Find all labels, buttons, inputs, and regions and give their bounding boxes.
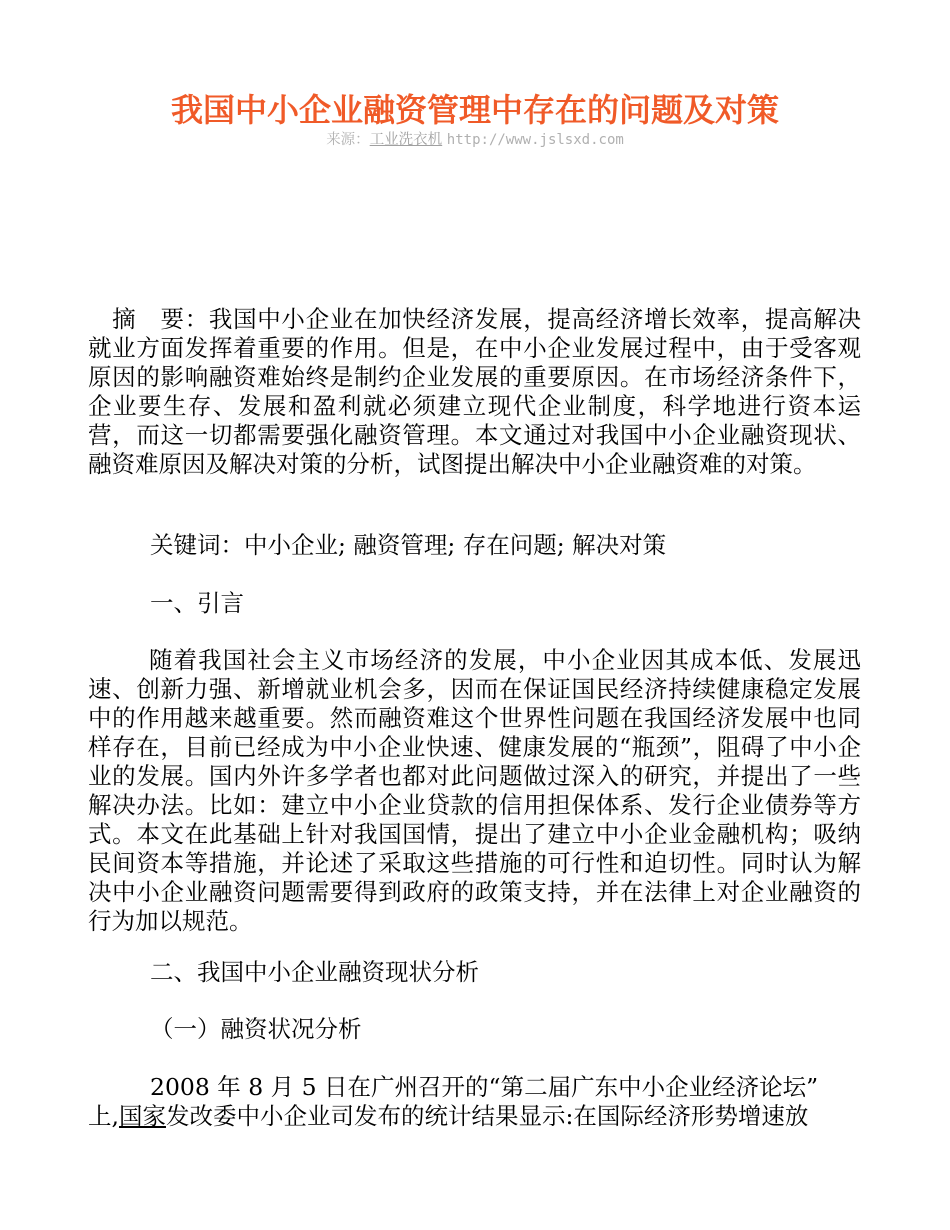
country-link[interactable]: 国家 xyxy=(118,1102,166,1130)
section-heading-status-analysis: 二、我国中小企业融资现状分析 xyxy=(150,958,479,986)
introduction-paragraph: 随着我国社会主义市场经济的发展，中小企业因其成本低、发展迅速、创新力强、新增就业机会多，因而在保证国民经济持续健康稳定发展中的作用越来越重要。然而融资难这个世界性问题在我国经济发展中也同样存在，目前已经成为中小企业快速、健康发展的“瓶颈”，阻碍了中小企业的发展。国内外许多学者也都对此问题做过深入的研究，并提出了一些解决办法。比如：建立中小企业贷款的信用担保体系、发行企业债券等方式。本文在此基础上针对我国国情，提出了建立中小企业金融机构；吸纳民间资本等措施，并论述了采取这些措施的可行性和迫切性。同时认为解决中小企业融资问题需要得到政府的政策支持，并在法律上对企业融资的行为加以规范。 xyxy=(88,646,861,935)
source-line xyxy=(0,130,950,150)
source-link[interactable]: 工业洗衣机 xyxy=(369,132,443,148)
subsection-heading-financing-status: （一）融资状况分析 xyxy=(150,1015,362,1043)
source-label: 来源： xyxy=(326,132,370,148)
paragraph-line-2 xyxy=(88,1102,861,1131)
source-url: http://www.jslsxd.com xyxy=(446,132,624,148)
line2-prefix: 上, xyxy=(88,1102,119,1130)
document-title: 我国中小企业融资管理中存在的问题及对策 xyxy=(170,91,779,129)
paragraph-line-1: 2008 年 8 月 5 日在广州召开的“第二届广东中小企业经济论坛” xyxy=(150,1073,819,1101)
abstract-paragraph: 摘 要：我国中小企业在加快经济发展，提高经济增长效率，提高解决就业方面发挥着重要的作用。但是，在中小企业发展过程中，由于受客观原因的影响融资难始终是制约企业发展的重要原因。在市场经济条件下，企业要生存、发展和盈利就必须建立现代企业制度，科学地进行资本运营，而这一切都需要强化融资管理。本文通过对我国中小企业融资现状、融资难原因及解决对策的分析，试图提出解决中小企业融资难的对策。 xyxy=(88,305,861,478)
section-heading-introduction: 一、引言 xyxy=(150,589,244,617)
line2-suffix: 发改委中小企业司发布的统计结果显示:在国际经济形势增速放 xyxy=(165,1102,809,1130)
keywords-line: 关键词：中小企业; 融资管理; 存在问题; 解决对策 xyxy=(150,531,667,559)
